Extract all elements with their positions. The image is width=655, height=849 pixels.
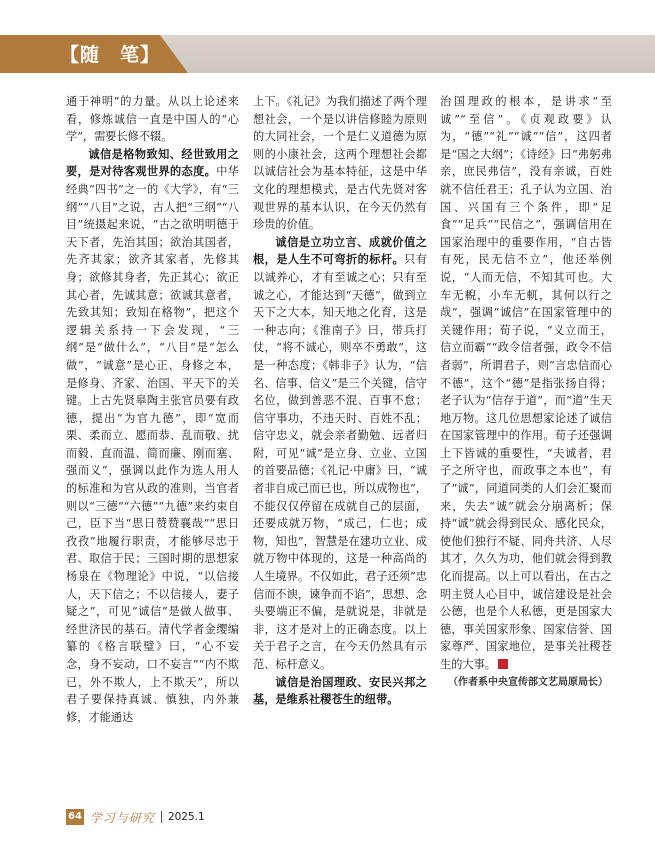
issue-number: 2025.1 [167, 811, 205, 823]
end-mark-icon [498, 659, 508, 669]
text-column-3 [440, 93, 612, 783]
paragraph [253, 674, 427, 709]
paragraph [66, 93, 239, 146]
footer-divider [161, 811, 162, 823]
paragraph-text: 治国理政的根本，是讲求“至诚”“至信”。《贞观政要》认为，“德”“礼”“诚”“信”，这四者是“国之大纲”；《诗经》曰“弗躬弗亲，庶民弗信”，没有亲诚，百姓就不信任君王；孔子认为立国、治国、兴国有三个条件，即“足食”“足兵”“民信之”，强调信用在国家治理中的重要作用，“自古皆有死，民无信不立”，他还举例说，“人而无信，不知其可也。大车无輗，小车无軏，其何以行之哉”，强调“诚信”在国家管理中的关键作用；荀子说，“义立而王，信立而霸”“政令信者强，政令不信者弱”，所谓君子，则“言忠信而心不德”，这个“德”是指张扬自得；老子认为“信存于道”，而“道”生天地万物。这几位思想家论述了诚信在国家管理中的作用。荀子还强调上下皆诚的重要性，“夫诚者，君子之所守也，而政事之本也”，有了“诚”，同道同类的人们会汇聚而来，失去“诚”就会分崩离析；保持“诚”就会得到民众、感化民众，使他们独行不疑、同舟共济、人尽其才，久久为功，他们就会得到教化而提高。以上可以看出，在古之明主贤人心目中，诚信建设是社会公德，也是个人私德，更是国家大德，事关国家形象、国家信誉、国家尊严、国家地位，是事关社稷苍生的大事。 [440, 95, 612, 671]
paragraph-text: 中华经典“四书”之一的《大学》，有“三纲”“八目”之说，古人把“三纲”“八目”统摄起来说，“古之欲明明德于天下者，先治其国；欲治其国者，先齐其家；欲齐其家者，先修其身；欲修其身者，先正其心；欲正其心者，先诚其意；欲诚其意者，先致其知；致知在格物”，把这个逻辑关系持一下会发现，“三纲”是“做什么”，“八目”是“怎么做”，“诚意”是心正、身修之本，是修身、齐家、治国、平天下的关键。上古先贤皋陶主张官员要有政德，提出“为官九德”，即“宽而栗、柔而立、愿而恭、乱而敬、扰而毅、直而温、简而廉、刚而塞、强而义”，强调以此作为选人用人的标准和为官从政的准则，当官者则以“三德”“六德”“九德”来约束自己，臣下当“思日赞赞襄哉”“思日孜孜”地履行职责，才能够尽忠于君、取信于民；三国时期的思想家杨泉在《物理论》中说，“以信接人，天下信之；不以信接人，妻子疑之”，可见“诚信”是做人做事、经世济民的基石。清代学者金缨编纂的《格言联璧》曰，“心不妄念，身不妄动，口不妄言”“内不欺已，外不欺人，上不欺天”，所以君子要保持真诚、慎独，内外兼修，才能通达 [66, 165, 239, 724]
text-column-2 [253, 93, 427, 783]
page-number: 64 [66, 809, 84, 825]
journal-name: 学习与研究 [89, 810, 155, 825]
bold-lead-sentence: 诚信是治国理政、安民兴邦之基，是维系社稷苍生的纽带。 [253, 674, 427, 707]
paragraph [440, 93, 612, 674]
paragraph [253, 234, 427, 674]
text-column-1 [66, 93, 239, 783]
paragraph [66, 146, 239, 727]
paragraph-text: 只有以诚养心，才有至诚之心；只有至诚之心，才能达到“天德”，做到立天下之大本，知天地之化育，这是一种志向；《淮南子》曰，带兵打仗，“将不诚心，则卒不勇敢”，这是一种态度；《韩非子》认为，“信名、信事、信义”是三个关键，信守名位，做到善恶不混、百事不怠；信守事功，不违天时、百姓不乱；信守忠义，就会亲者勤勉、远者归附，可见“诚”是立身、立业、立国的首要品德；《礼记·中庸》曰，“诚者非自成己而已也，所以成物也”，不能仅仅停留在成就自己的层面，还要成就万物，“成己，仁也；成物，知也”，智慧是在建功立业、成就万物中体现的，这是一种高尚的人生境界。不仅如此，君子还须“忠信而不谀，谏争而不谄”，思想、念头要端正不偏，是就说是，非就是非，这才是对上的正确态度。以上关于君子之言，在今天仍然具有示范、标杆意义。 [253, 253, 427, 671]
paragraph-text: 通于神明”的力量。从以上论述来看，修炼诚信一直是中国人的“心学”，需要长修不辍。 [66, 95, 239, 144]
paragraph [253, 93, 427, 234]
section-label: 【随 笔】 [60, 44, 161, 66]
author-note: （作者系中央宣传部文艺局原局长） [448, 676, 608, 688]
page-footer [66, 808, 205, 826]
bold-lead-sentence: 诚信是格物致知、经世致用之要，是对待客观世界的态度。 [66, 146, 239, 179]
paragraph-text: 上下。《礼记》为我们描述了两个理想社会，一个是以讲信修睦为原则的大同社会，一个是仁义道德为原则的小康社会，这两个理想社会都以诚信社会为基本特征，这是中华文化的理想模式，是古代先贤对客观世界的基本认识，在今天仍然有珍贵的价值。 [253, 95, 427, 232]
bold-lead-sentence: 诚信是立功立言、成就价值之根，是人生不可弯折的标杆。 [253, 234, 427, 267]
